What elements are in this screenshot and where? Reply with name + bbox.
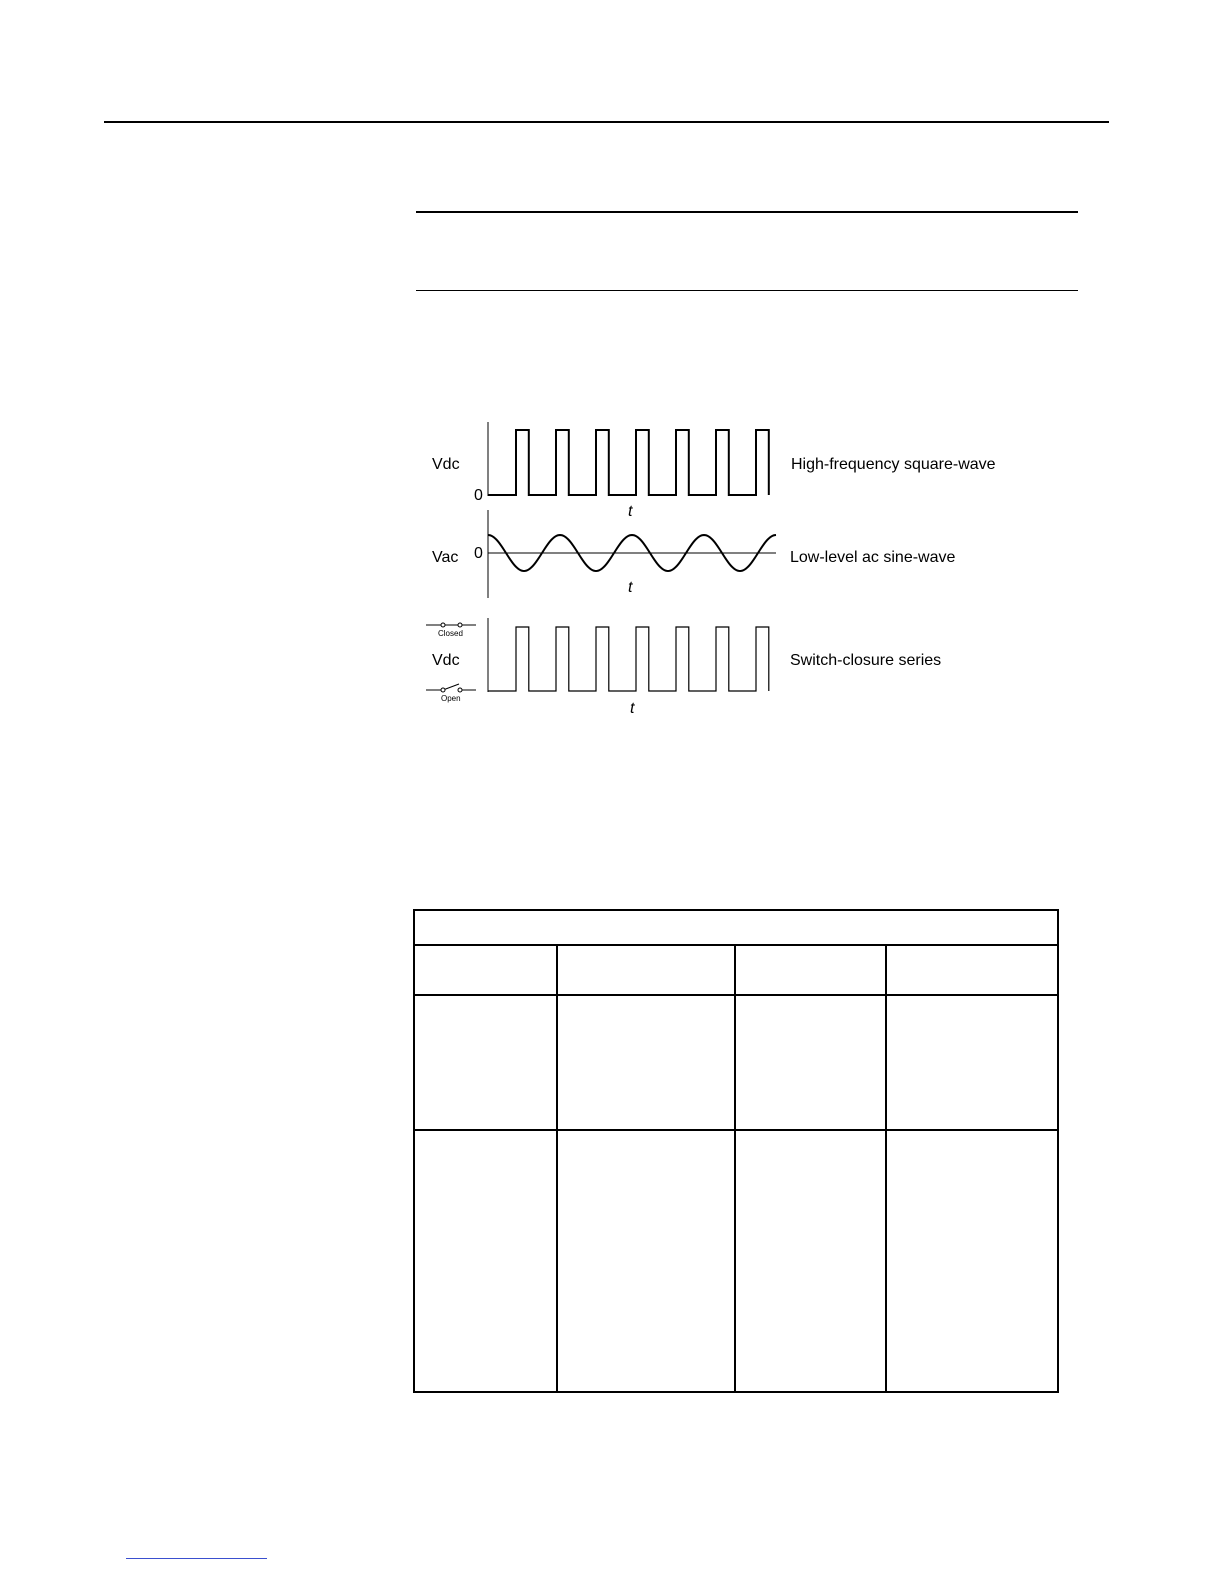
switch-description: Switch-closure series bbox=[790, 652, 942, 669]
square-wave-panel bbox=[432, 422, 996, 520]
square-description: High-frequency square-wave bbox=[791, 456, 996, 473]
closed-switch-icon bbox=[426, 623, 476, 627]
table-header-cell bbox=[735, 945, 886, 995]
open-switch-icon bbox=[426, 684, 476, 692]
closed-label: Closed bbox=[438, 629, 463, 638]
switch-closure-panel bbox=[426, 618, 941, 717]
footer-link-underline[interactable] bbox=[126, 1558, 267, 1559]
table-header-cell bbox=[414, 945, 557, 995]
switch-t-label: t bbox=[630, 700, 635, 717]
sine-wave-panel bbox=[432, 510, 956, 598]
waveform-figure bbox=[410, 410, 1020, 730]
switch-y-label: Vdc bbox=[432, 652, 460, 669]
sine-description: Low-level ac sine-wave bbox=[790, 549, 956, 566]
section-top-rule bbox=[416, 211, 1078, 213]
table-header-row bbox=[414, 945, 1058, 995]
square-zero-label: 0 bbox=[474, 487, 483, 504]
table-header-cell bbox=[886, 945, 1058, 995]
table-cell bbox=[886, 1130, 1058, 1392]
sine-zero-label: 0 bbox=[474, 545, 483, 562]
header-rule bbox=[104, 121, 1109, 123]
sine-t-label: t bbox=[628, 579, 633, 596]
table-cell bbox=[414, 995, 557, 1130]
open-label: Open bbox=[441, 694, 461, 703]
sine-y-label: Vac bbox=[432, 549, 459, 566]
table-row bbox=[414, 995, 1058, 1130]
table-cell bbox=[557, 1130, 735, 1392]
table-cell bbox=[886, 995, 1058, 1130]
square-y-label: Vdc bbox=[432, 456, 460, 473]
square-t-label: t bbox=[628, 503, 633, 520]
square-wave-trace bbox=[488, 430, 769, 495]
table-row bbox=[414, 1130, 1058, 1392]
table-cell bbox=[735, 1130, 886, 1392]
table-title-cell bbox=[414, 910, 1058, 945]
spec-table bbox=[413, 909, 1059, 1393]
switch-wave-trace bbox=[488, 627, 769, 691]
section-bottom-rule bbox=[416, 290, 1078, 291]
table-header-cell bbox=[557, 945, 735, 995]
table-cell bbox=[735, 995, 886, 1130]
table-cell bbox=[557, 995, 735, 1130]
table-cell bbox=[414, 1130, 557, 1392]
